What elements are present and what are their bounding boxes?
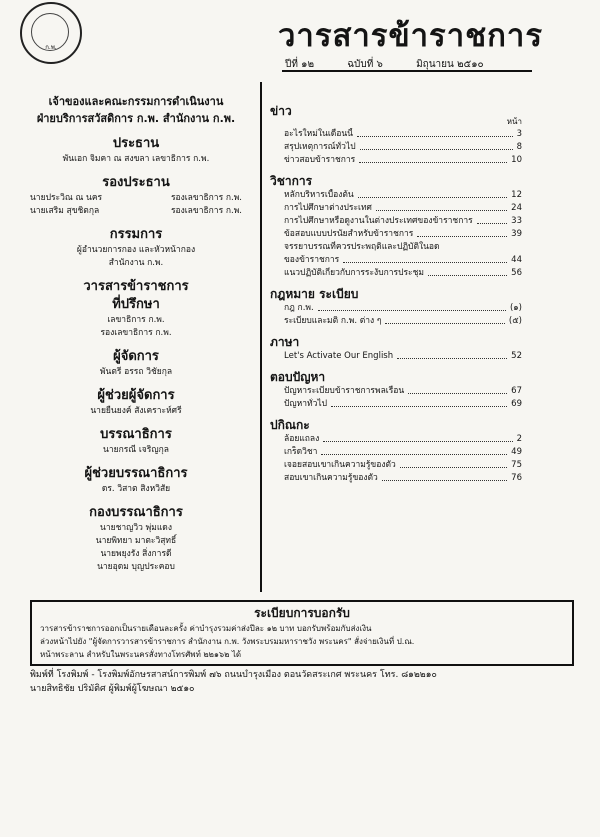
toc-entry-title: หลักบริหารเบื้องต้น	[284, 190, 354, 200]
notice-line: หน้าพระลาน สำหรับในพระนครสั่งทางโทรศัพท์ ๒๒๑๖๒ ได้	[40, 650, 242, 659]
toc-entry	[270, 254, 522, 267]
toc-entry-page: 33	[511, 216, 522, 226]
printer-imprint	[30, 668, 570, 696]
toc-entry-page: 12	[511, 190, 522, 200]
toc-entry-page: 67	[511, 386, 522, 396]
asst-manager-name: นายยืนยงค์ สังเคราะห์ศรี	[90, 406, 182, 416]
toc-entry	[270, 315, 522, 328]
dot-leader	[417, 228, 507, 237]
toc-entry	[270, 154, 522, 167]
toc-entry	[270, 472, 522, 485]
toc-entry-title: ปัญหาระเบียบข้าราชการพลเรือน	[284, 386, 405, 396]
dot-leader	[385, 315, 504, 324]
toc-entry	[270, 302, 522, 315]
dot-leader	[408, 385, 507, 394]
toc-entry-title: แนวปฏิบัติเกี่ยวกับการระงับการประชุม	[284, 268, 424, 278]
notice-body	[40, 622, 564, 661]
toc-entry-page: (๑)	[509, 303, 522, 313]
toc-entry-title: ข่าวสอบข้าราชการ	[284, 155, 356, 165]
toc-entry-page: 10	[511, 155, 522, 165]
notice-line: ล่วงหน้าไปยัง "ผู้จัดการวารสารข้าราชการ สำนักงาน ก.พ. วังพระบรมมหาราชวัง พระนคร" สั่งจ่ายเงินที่ ป.ณ.	[40, 637, 415, 646]
chair-name: พันเอก จิมคา ณ สงขลา เลขาธิการ ก.พ.	[62, 154, 210, 164]
vice-role: รองเลขาธิการ ก.พ.	[170, 206, 242, 216]
toc-entry	[270, 202, 522, 215]
toc-entry-title: ปัญหาทั่วไป	[284, 399, 328, 409]
dot-leader	[331, 398, 507, 407]
seal-text: ก.พ.	[45, 44, 57, 51]
toc-entry-title: เกร็ดวิชา	[284, 447, 318, 457]
toc-section-heading: ข่าว	[270, 104, 292, 118]
toc-entry-title: การไปศึกษาหรือดูงานในต่างประเทศของข้าราชการ	[284, 216, 473, 226]
staff-name: นายอุดม บุญประคอบ	[97, 562, 175, 572]
toc-entry-title: ข้อสอบแบบปรนัยสำหรับข้าราชการ	[284, 229, 414, 239]
toc-entry-page: 24	[511, 203, 522, 213]
vice-heading: รองประธาน	[102, 175, 170, 190]
staff-name: นายพิทยา มาตะวิสุทธิ์	[95, 536, 177, 546]
toc-entry-title: เจอยสอบเขาเกินความรู้ของตัว	[284, 460, 396, 470]
committee-line2: สำนักงาน ก.พ.	[108, 258, 164, 268]
dot-leader	[428, 267, 507, 276]
staff-column	[18, 93, 254, 574]
chair-heading: ประธาน	[112, 136, 160, 151]
toc-section-heading: ภาษา	[270, 335, 300, 349]
toc-entry-title: สรุปเหตุการณ์ทั่วไป	[284, 142, 356, 152]
dot-leader	[358, 189, 507, 198]
editor-heading: บรรณาธิการ	[100, 427, 172, 442]
dot-leader	[321, 446, 507, 455]
toc-entry	[270, 141, 522, 154]
toc-entry	[270, 446, 522, 459]
dot-leader	[357, 128, 513, 137]
imprint-line: นายสิทธิชัย ปริมัติศ ผู้พิมพ์ผู้โฆษณา ๒๕๑๐	[30, 684, 195, 694]
asst-editor-name: ดร. วิสาต สิงหวิสัย	[101, 484, 171, 494]
toc-entry	[270, 459, 522, 472]
dot-leader	[400, 459, 507, 468]
toc-entry	[270, 241, 522, 254]
toc-entry-page: 8	[516, 142, 522, 152]
toc-entry-title: Let's Activate Our English	[284, 351, 394, 361]
toc-entry-page: 2	[516, 434, 522, 444]
staff-heading: กองบรรณาธิการ	[89, 505, 183, 520]
toc-entry	[270, 267, 522, 280]
table-of-contents	[270, 97, 522, 485]
owner-line2: ฝ่ายบริการสวัสดิการ ก.พ. สำนักงาน ก.พ.	[36, 112, 236, 125]
toc-entry	[270, 215, 522, 228]
vice-name: นายประวิณ ณ นคร	[30, 193, 103, 203]
advisor-name: รองเลขาธิการ ก.พ.	[100, 328, 172, 338]
dot-leader	[477, 215, 507, 224]
owner-line1: เจ้าของและคณะกรรมการดำเนินงาน	[48, 95, 224, 108]
toc-section-heading: กฎหมาย ระเบียบ	[270, 287, 359, 301]
committee-heading: กรรมการ	[109, 227, 163, 242]
vice-entry	[18, 205, 254, 218]
toc-entry-title: ของข้าราชการ	[284, 255, 340, 265]
dot-leader	[397, 350, 507, 359]
toc-entry-page: 49	[511, 447, 522, 457]
staff-name: นายพยุงรัง สิ่งการดี	[100, 549, 172, 559]
advisor-name: เลขาธิการ ก.พ.	[107, 315, 165, 325]
notice-line: วารสารข้าราชการออกเป็นรายเดือนละครั้ง ค่าบำรุงรวมค่าส่งปีละ ๑๒ บาท บอกรับพร้อมกับส่งเงิน	[40, 624, 372, 633]
manager-name: พันตรี อรรถ วิชัยกุล	[99, 367, 173, 377]
toc-entry-page: 76	[511, 473, 522, 483]
toc-entry	[270, 189, 522, 202]
toc-entry	[270, 350, 522, 363]
dot-leader	[359, 154, 507, 163]
dot-leader	[376, 202, 507, 211]
issue-line	[285, 57, 514, 72]
column-divider	[260, 82, 262, 592]
seal-emblem	[20, 2, 82, 64]
toc-entry-title: จรรยาบรรณที่ควรประพฤติและปฏิบัติในอด	[284, 242, 440, 252]
toc-entry-title: สอบเขาเกินความรู้ของตัว	[284, 473, 378, 483]
vice-name: นายเสริม สุขชิตกุล	[30, 206, 100, 216]
issue-year: ปีที่ ๑๒	[285, 59, 315, 70]
subscription-notice	[30, 600, 574, 666]
toc-entry-title: ระเบียบและมติ ก.พ. ต่าง ๆ	[284, 316, 382, 326]
toc-entry-page: (๕)	[508, 316, 522, 326]
toc-entry-title: อะไรใหม่ในเดือนนี้	[284, 129, 353, 139]
toc-section-heading: วิชาการ	[270, 174, 313, 188]
dot-leader	[318, 302, 506, 311]
editor-name: นายกรณี เจริญกุล	[103, 445, 169, 455]
toc-entry	[270, 433, 522, 446]
toc-entry	[270, 398, 522, 411]
toc-entry	[270, 385, 522, 398]
committee-line1: ผู้อำนวยการกอง และหัวหน้ากอง	[76, 245, 196, 255]
vice-entry	[18, 192, 254, 205]
toc-entry-title: ล้อยแถลง	[284, 434, 320, 444]
dot-leader	[323, 433, 512, 442]
toc-entry-title: กฎ ก.พ.	[284, 303, 314, 313]
toc-entry-title: การไปศึกษาต่างประเทศ	[284, 203, 372, 213]
dot-leader	[343, 254, 507, 263]
advisor-heading: ที่ปรึกษา	[112, 297, 160, 312]
dot-leader	[360, 141, 513, 150]
manager-heading: ผู้จัดการ	[113, 349, 159, 364]
toc-entry-page: 3	[516, 129, 522, 139]
asst-editor-heading: ผู้ช่วยบรรณาธิการ	[84, 466, 188, 481]
notice-title: ระเบียบการบอกรับ	[254, 606, 350, 620]
toc-section-heading: ปกิณกะ	[270, 418, 310, 432]
toc-entry	[270, 228, 522, 241]
toc-entry-page: 75	[511, 460, 522, 470]
dot-leader	[382, 472, 507, 481]
toc-entry-page: 52	[511, 351, 522, 361]
staff-name: นายชาญวิว พุ่มแดง	[100, 523, 172, 533]
journal-title: วารสารข้าราชการ	[278, 18, 543, 54]
toc-entry-page: 56	[511, 268, 522, 278]
page-column-label: หน้า	[506, 117, 522, 126]
issue-month: มิถุนายน ๒๕๑๐	[416, 59, 484, 70]
toc-section-heading: ตอบปัญหา	[270, 370, 326, 384]
asst-manager-heading: ผู้ช่วยผู้จัดการ	[97, 388, 175, 403]
journal-heading: วารสารข้าราชการ	[83, 279, 189, 294]
toc-entry-page: 44	[511, 255, 522, 265]
imprint-line: พิมพ์ที่ โรงพิมพ์ - โรงพิมพ์อักษรสาสน์การพิมพ์ ๗๖ ถนนบำรุงเมือง ตอนวัดสระเกศ พระนคร โทร. ๘๑๒๒๑๐	[30, 670, 437, 680]
toc-entry-page: 69	[511, 399, 522, 409]
vice-role: รองเลขาธิการ ก.พ.	[170, 193, 242, 203]
toc-entry	[270, 128, 522, 141]
toc-entry-page: 39	[511, 229, 522, 239]
issue-number: ฉบับที่ ๖	[347, 59, 383, 70]
